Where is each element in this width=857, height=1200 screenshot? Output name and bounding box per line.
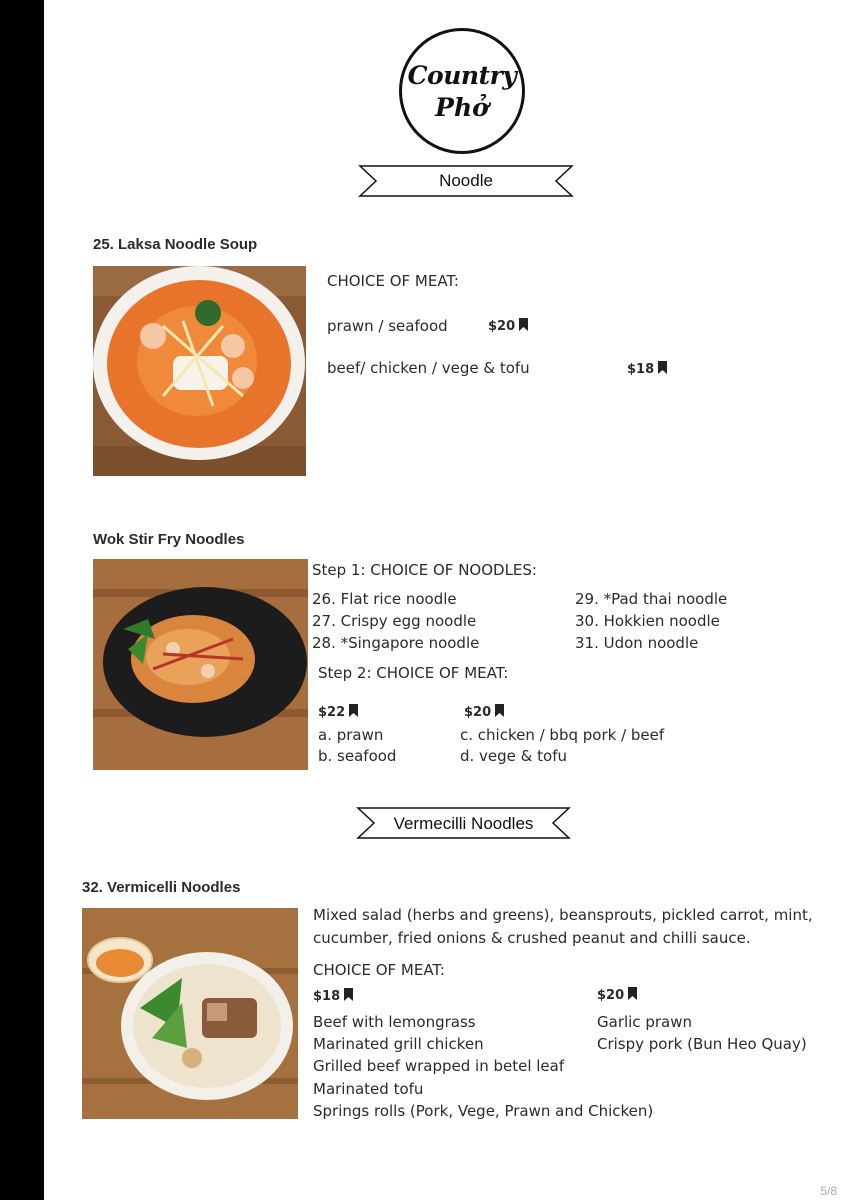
bookmark-icon [349,704,358,717]
laksa-photo [93,266,306,476]
wok-noodle-31: 31. Udon noodle [575,634,699,652]
vermicelli-meat-4: Marinated tofu [313,1080,424,1098]
wok-step2-heading: Step 2: CHOICE OF MEAT: [318,664,509,682]
price-label: $18 [627,362,655,377]
price-label: $20 [488,319,516,334]
bookmark-icon [519,318,528,331]
laksa-title: 25. Laksa Noodle Soup [93,236,258,253]
wok-noodle-26: 26. Flat rice noodle [312,590,457,608]
wok-noodles-photo [93,559,308,770]
vermicelli-section-banner [356,806,571,840]
logo-line2: Phở [435,93,489,122]
left-black-bar [0,0,44,1200]
vermicelli-choice-heading: CHOICE OF MEAT: [313,961,445,979]
laksa-option-beef-chicken: beef/ chicken / vege & tofu [327,359,530,377]
page-number: 5/8 [820,1184,837,1198]
wok-meat-c: c. chicken / bbq pork / beef [460,726,665,744]
wok-step1-heading: Step 1: CHOICE OF NOODLES: [312,561,537,579]
bookmark-icon [344,988,353,1001]
wok-price-20 [464,704,504,720]
wok-noodle-28: 28. *Singapore noodle [312,634,480,652]
price-label: $20 [597,988,625,1003]
wok-noodle-30: 30. Hokkien noodle [575,612,720,630]
vermicelli-meat-2: Marinated grill chicken [313,1035,484,1053]
laksa-price-20 [488,318,528,334]
vermicelli-desc-line2: cucumber, fried onions & crushed peanut and chilli sauce. [313,929,751,947]
laksa-price-18 [627,361,667,377]
country-pho-logo [399,28,525,154]
wok-meat-b: b. seafood [318,747,397,765]
wok-price-22 [318,704,358,720]
vermicelli-price-20 [597,987,637,1003]
wok-meat-d: d. vege & tofu [460,747,567,765]
vermicelli-banner-label: Vermecilli Noodles [393,814,534,833]
laksa-choice-heading: CHOICE OF MEAT: [327,272,459,290]
vermicelli-price-18 [313,988,353,1004]
wok-title: Wok Stir Fry Noodles [93,531,245,548]
noodle-banner-label: Noodle [439,171,493,190]
price-label: $22 [318,705,346,720]
logo-line1: Country [407,61,517,90]
vermicelli-desc-line1: Mixed salad (herbs and greens), beansprouts, pickled carrot, mint, [313,906,813,924]
laksa-option-prawn-seafood: prawn / seafood [327,317,448,335]
bookmark-icon [658,361,667,374]
noodle-section-banner [358,164,574,198]
bookmark-icon [495,704,504,717]
vermicelli-photo [82,908,298,1119]
wok-meat-a: a. prawn [318,726,384,744]
vermicelli-meat-5: Springs rolls (Pork, Vege, Prawn and Chicken) [313,1102,654,1120]
price-label: $18 [313,989,341,1004]
vermicelli-meat-garlic-prawn: Garlic prawn [597,1013,692,1031]
vermicelli-meat-1: Beef with lemongrass [313,1013,476,1031]
vermicelli-meat-crispy-pork: Crispy pork (Bun Heo Quay) [597,1035,807,1053]
wok-noodle-27: 27. Crispy egg noodle [312,612,477,630]
wok-noodle-29: 29. *Pad thai noodle [575,590,728,608]
bookmark-icon [628,987,637,1000]
vermicelli-title: 32. Vermicelli Noodles [82,879,241,896]
vermicelli-meat-3: Grilled beef wrapped in betel leaf [313,1057,565,1075]
price-label: $20 [464,705,492,720]
